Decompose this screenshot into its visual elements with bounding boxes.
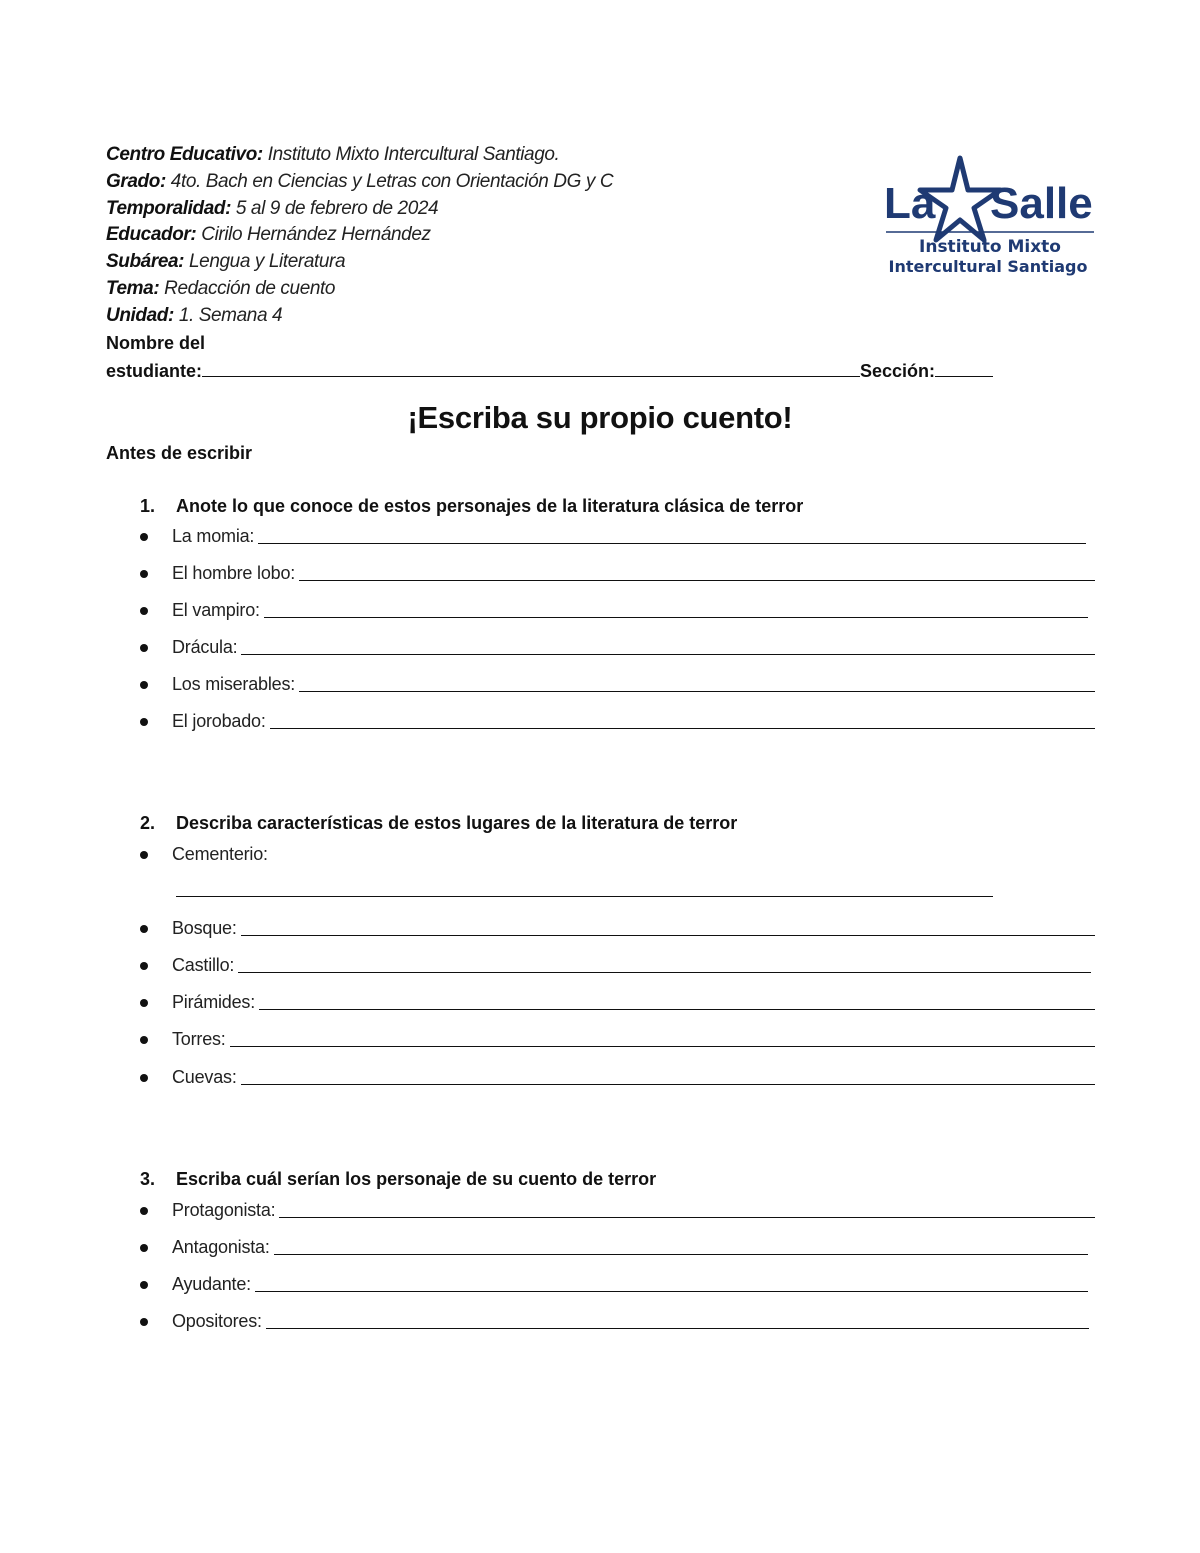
header-info <box>106 142 866 330</box>
item-label: Castillo: <box>172 955 235 975</box>
list-item-la-momia <box>140 521 1086 547</box>
centro-educativo-value: Instituto Mixto Intercultural Santiago. <box>267 144 560 165</box>
item-label: El hombre lobo: <box>172 563 296 583</box>
list-item-antagonista <box>140 1232 1088 1258</box>
educador-value: Cirilo Hernández Hernández <box>201 224 431 246</box>
bullet-icon <box>140 681 148 689</box>
bullet-icon <box>140 570 148 578</box>
nombre-row <box>106 358 993 384</box>
list-item-bosque <box>140 913 1095 939</box>
answer-line[interactable] <box>258 542 1086 544</box>
seccion-blank[interactable] <box>935 358 993 377</box>
grado-value: 4to. Bach en Ciencias y Letras con Orientación DG y C <box>170 170 614 192</box>
unidad-label: Unidad: <box>106 304 174 326</box>
logo-brand-right: Salle <box>990 179 1093 228</box>
bullet-icon <box>140 999 148 1007</box>
bullet-icon <box>140 851 148 859</box>
section1-heading <box>140 496 803 517</box>
temporalidad-row <box>106 196 866 223</box>
logo-line1: Instituto Mixto <box>919 237 1061 257</box>
item-label: Bosque: <box>172 918 237 938</box>
answer-line[interactable] <box>299 579 1095 581</box>
answer-line[interactable] <box>238 971 1091 973</box>
list-item-piramides <box>140 987 1095 1013</box>
subarea-row <box>106 249 866 276</box>
nombre-label-line2: estudiante: <box>106 361 203 381</box>
section3-number: 3. <box>140 1169 156 1189</box>
bullet-icon <box>140 1207 148 1215</box>
logo-brand-left: La <box>884 179 936 228</box>
bullet-icon <box>140 1318 148 1326</box>
list-item-dracula <box>140 632 1095 658</box>
answer-line[interactable] <box>255 1290 1088 1292</box>
item-label: La momia: <box>172 526 255 546</box>
list-item-torres <box>140 1024 1095 1050</box>
list-item-cementerio <box>140 839 1095 865</box>
answer-line[interactable] <box>241 653 1095 655</box>
list-item-castillo <box>140 950 1091 976</box>
subarea-label: Subárea: <box>106 251 185 273</box>
section3-heading <box>140 1169 656 1190</box>
section2-number: 2. <box>140 813 156 833</box>
item-label: El jorobado: <box>172 711 266 731</box>
unidad-row <box>106 303 866 330</box>
answer-line[interactable] <box>259 1008 1095 1010</box>
nombre-blank[interactable] <box>202 358 860 377</box>
centro-educativo-label: Centro Educativo: <box>106 144 263 165</box>
answer-line[interactable] <box>274 1253 1088 1255</box>
item-label: Torres: <box>172 1029 226 1049</box>
item-label: Pirámides: <box>172 992 256 1012</box>
bullet-icon <box>140 962 148 970</box>
bullet-icon <box>140 1036 148 1044</box>
answer-line[interactable] <box>241 1083 1095 1085</box>
item-label: El vampiro: <box>172 600 260 620</box>
item-label: Drácula: <box>172 637 238 657</box>
answer-line[interactable] <box>279 1216 1095 1218</box>
la-salle-logo <box>880 152 1100 282</box>
grado-label: Grado: <box>106 170 166 192</box>
section2-heading <box>140 813 737 834</box>
answer-line[interactable] <box>266 1327 1089 1329</box>
seccion-label: Sección: <box>860 361 936 381</box>
list-item-ayudante <box>140 1269 1088 1295</box>
list-item-opositores <box>140 1306 1089 1332</box>
section2-heading-text: Describa características de estos lugares de la literatura de terror <box>176 813 738 833</box>
bullet-icon <box>140 607 148 615</box>
bullet-icon <box>140 533 148 541</box>
centro-educativo-row <box>106 142 866 169</box>
item-label: Protagonista: <box>172 1200 276 1220</box>
item-label: Los miserables: <box>172 674 296 694</box>
antes-de-escribir-heading: Antes de escribir <box>106 443 253 463</box>
answer-line[interactable] <box>270 727 1095 729</box>
grado-row <box>106 169 866 196</box>
list-item-jorobado <box>140 706 1095 732</box>
answer-line[interactable] <box>264 616 1088 618</box>
bullet-icon <box>140 644 148 652</box>
nombre-label-line1: Nombre del <box>106 333 206 353</box>
tema-label: Tema: <box>106 277 160 299</box>
item-label: Cuevas: <box>172 1067 237 1087</box>
list-item-cuevas <box>140 1062 1095 1088</box>
section1-heading-text: Anote lo que conoce de estos personajes de la literatura clásica de terror <box>176 496 804 516</box>
item-label: Opositores: <box>172 1311 262 1331</box>
educador-row <box>106 222 866 249</box>
list-item-protagonista <box>140 1195 1095 1221</box>
temporalidad-label: Temporalidad: <box>106 197 231 219</box>
answer-line[interactable] <box>241 934 1095 936</box>
list-item-vampiro <box>140 595 1088 621</box>
tema-row <box>106 276 866 303</box>
bullet-icon <box>140 925 148 933</box>
list-item-miserables <box>140 669 1095 695</box>
section1-number: 1. <box>140 496 156 516</box>
list-item-hombre-lobo <box>140 558 1095 584</box>
educador-label: Educador: <box>106 224 197 246</box>
unidad-value: 1. Semana 4 <box>178 304 283 326</box>
tema-value: Redacción de cuento <box>164 277 336 299</box>
item-label: Ayudante: <box>172 1274 251 1294</box>
item-label: Cementerio: <box>172 844 268 864</box>
page-title: ¡Escriba su propio cuento! <box>407 400 793 435</box>
bullet-icon <box>140 718 148 726</box>
item-label: Antagonista: <box>172 1237 270 1257</box>
bullet-icon <box>140 1244 148 1252</box>
bullet-icon <box>140 1074 148 1082</box>
answer-line-cementerio[interactable] <box>176 895 993 897</box>
logo-line2: Intercultural Santiago <box>888 257 1088 276</box>
section3-heading-text: Escriba cuál serían los personaje de su cuento de terror <box>176 1169 657 1189</box>
bullet-icon <box>140 1281 148 1289</box>
answer-line[interactable] <box>299 690 1095 692</box>
answer-line[interactable] <box>230 1045 1095 1047</box>
temporalidad-value: 5 al 9 de febrero de 2024 <box>235 197 439 219</box>
subarea-value: Lengua y Literatura <box>189 251 346 273</box>
